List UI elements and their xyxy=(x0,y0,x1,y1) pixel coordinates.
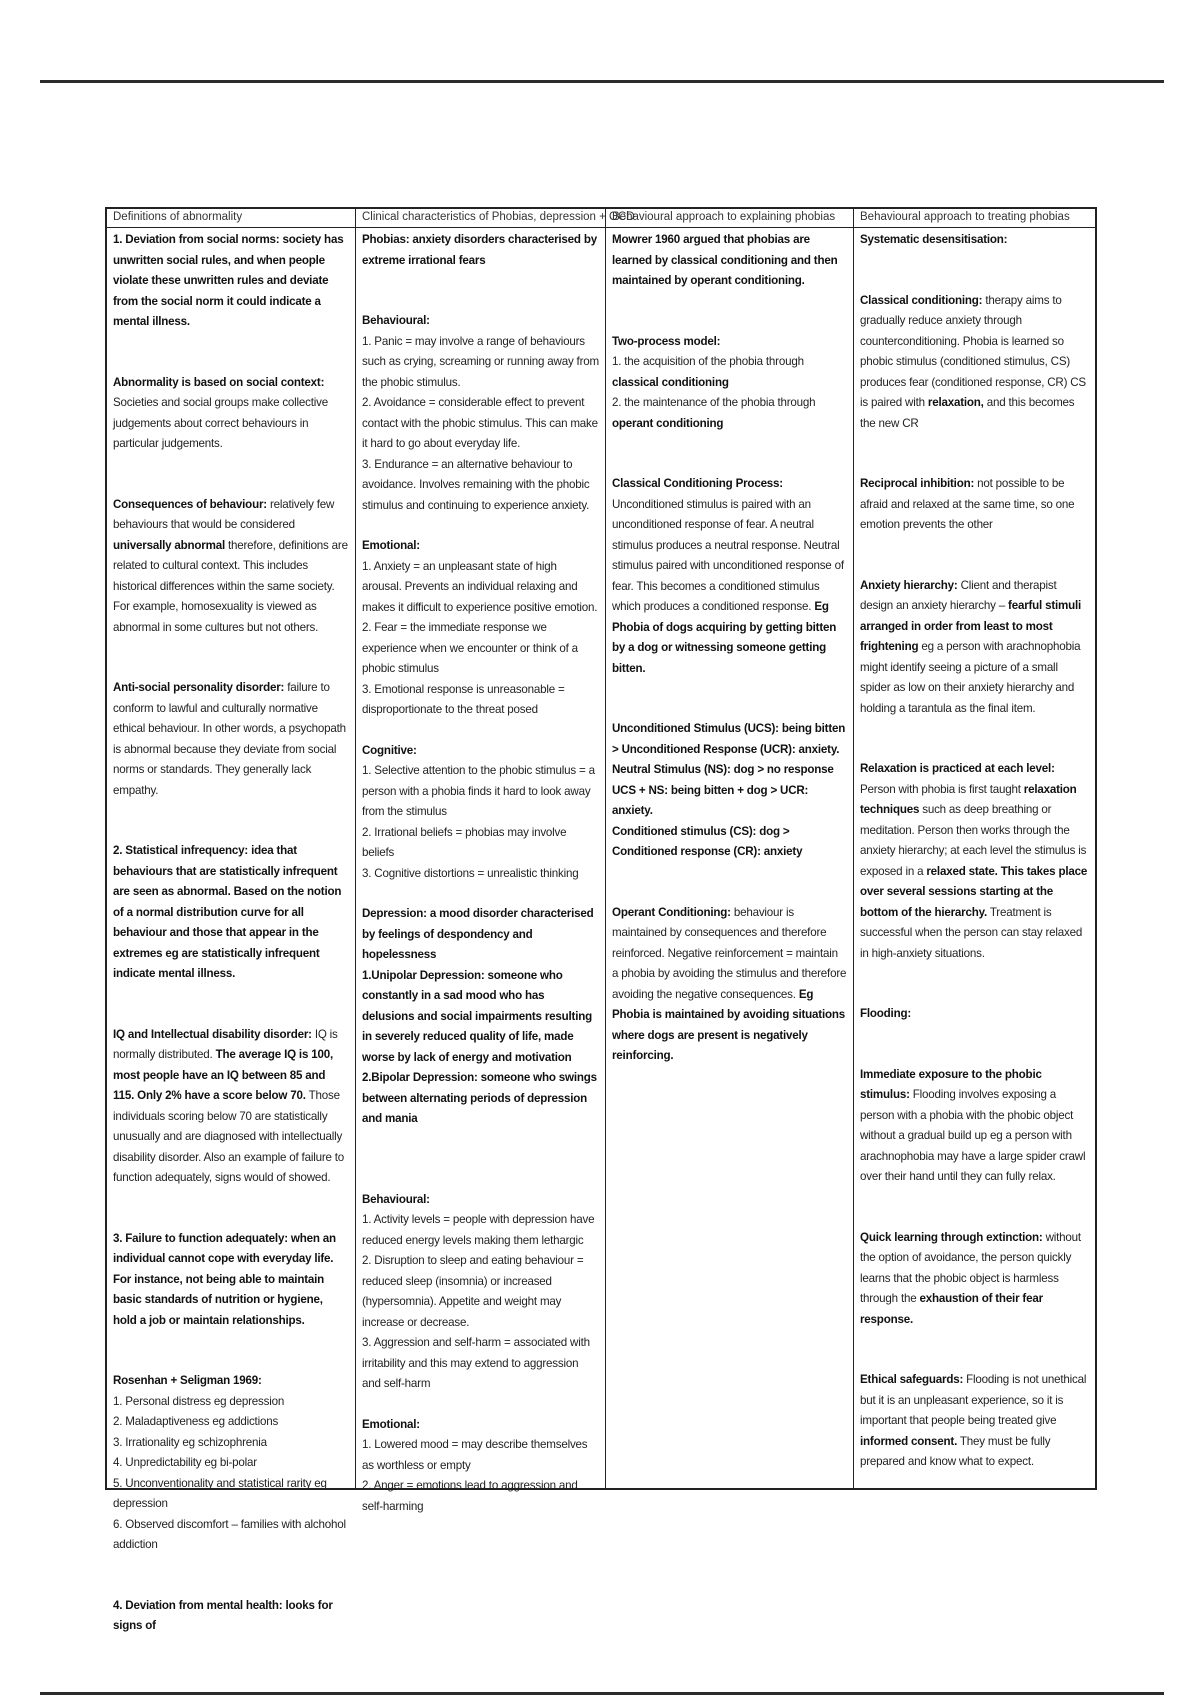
list-item: 3. Aggression and self-harm = associated with irritability and this may extend to aggression and self-harm xyxy=(362,1336,590,1390)
column-explaining-phobias xyxy=(606,209,854,1488)
section-heading: Cognitive: xyxy=(362,743,417,757)
conditioning-line: UCS + NS: being bitten + dog > UCR: anxiety. xyxy=(612,783,809,817)
paragraph: Relaxation is practiced at each level: Person with phobia is first taught relaxation techniques such as deep breathing or meditation. Person then works through the anxiety hierarchy; at each level the stimulus is exposed in a relaxed state. This takes place over several sessions starting at the bottom of the hierarchy. Treatment is successful when the person can stay relaxed in high-anxiety situations. xyxy=(860,762,1088,960)
list-item: 1. Panic = may involve a range of behaviours such as crying, screaming or running away from the phobic stimulus. xyxy=(362,334,599,389)
list-item: 6. Observed discomfort – families with alchohol addiction xyxy=(113,1517,346,1551)
conditioning-line: Conditioned stimulus (CS): dog > Conditioned response (CR): anxiety xyxy=(612,824,803,858)
section-heading: Flooding: xyxy=(860,1007,911,1020)
list-item: 3. Irrationality eg schizophrenia xyxy=(113,1435,267,1449)
list-item: 3. Emotional response is unreasonable = disproportionate to the threat posed xyxy=(362,682,565,716)
paragraph: Classical conditioning: therapy aims to gradually reduce anxiety through counterconditioning. Phobia is learned so phobic stimulus (conditioned stimulus, CS) produces fear (conditioned response, CR) CS is paired with relaxation, and this becomes the new CR xyxy=(860,293,1086,430)
paragraph-heading: 1. Deviation from social norms: society has unwritten social rules, and when people violate these unwritten rules and deviate from the social norm it could indicate a mental illness. xyxy=(113,233,344,328)
paragraph-heading: Phobias: anxiety disorders characterised by extreme irrational fears xyxy=(362,233,597,267)
paragraph-heading: 2. Statistical infrequency: idea that behaviours that are statistically infrequent are seen as abnormal. Based on the notion of a normal distribution curve for all behaviour and those that appear in the extremes eg are statistically infrequent indicate mental illness. xyxy=(113,844,342,980)
column-clinical-characteristics xyxy=(356,209,635,1513)
paragraph-heading: 4. Deviation from mental health: looks for signs of xyxy=(113,1598,333,1632)
list-item: 1. Personal distress eg depression xyxy=(113,1394,285,1408)
list-item: 2. Maladaptiveness eg addictions xyxy=(113,1415,279,1428)
list-item: 2. Fear = the immediate response we experience when we encounter or think of a phobic stimulus xyxy=(362,621,578,675)
paragraph: Reciprocal inhibition: not possible to be afraid and relaxed at the same time, so one emotion prevents the other xyxy=(860,477,1075,531)
paragraph: Consequences of behaviour: relatively few behaviours that would be considered universally abnormal therefore, definitions are related to cultural context. This includes historical differences within the same society. For example, homosexuality is viewed as abnormal in some cultures but not others. xyxy=(113,497,348,634)
paragraph-heading: 3. Failure to function adequately: when an individual cannot cope with everyday life. For instance, not being able to maintain basic standards of nutrition or hygiene, hold a job or maintain relationships. xyxy=(113,1231,336,1327)
paragraph-heading: 1.Unipolar Depression: someone who constantly in a sad mood who has delusions and social impairments resulting in severely reduced quality of life, made worse by lack of energy and motivation xyxy=(362,968,592,1064)
column-header: Behavioural approach to treating phobias xyxy=(854,209,1095,228)
list-item: 1. Lowered mood = may describe themselves as worthless or empty xyxy=(362,1438,588,1472)
section-heading: Emotional: xyxy=(362,1417,420,1431)
list-item: 1. the acquisition of the phobia through classical conditioning xyxy=(612,355,804,389)
list-item: 1. Selective attention to the phobic stimulus = a person with a phobia finds it hard to look away from the stimulus xyxy=(362,764,595,818)
paragraph: IQ and Intellectual disability disorder: IQ is normally distributed. The average IQ is 100, most people have an IQ between 85 and 115. Only 2% have a score below 70. Those individuals scoring below 70 are statistically unusually and are diagnosed with intellectually disability disorder. Also an example of failure to function adequately, signs would of showed. xyxy=(113,1027,345,1184)
conditioning-line: Unconditioned Stimulus (UCS): being bitten > Unconditioned Response (UCR): anxiety. xyxy=(612,722,846,756)
notes-table xyxy=(105,207,1097,1632)
paragraph: Operant Conditioning: behaviour is maintained by consequences and therefore reinforced. Negative reinforcement = maintain a phobia by avoiding the stimulus and therefore avoiding the negative consequences. Eg Phobia is maintained by avoiding situations where dogs are present is negatively reinforcing. xyxy=(612,905,847,1062)
section-heading: Behavioural: xyxy=(362,314,430,327)
paragraph: Abnormality is based on social context: Societies and social groups make collective judgements about correct behaviours in particular judgements. xyxy=(113,375,329,450)
paragraph-heading: Mowrer 1960 argued that phobias are learned by classical conditioning and then maintained by operant conditioning. xyxy=(612,233,838,287)
bottom-rule xyxy=(40,1692,1164,1695)
list-item: 3. Cognitive distortions = unrealistic thinking xyxy=(362,866,579,880)
column-header: Behavioural approach to explaining phobias xyxy=(606,209,853,228)
list-item: 2. Disruption to sleep and eating behaviour = reduced sleep (insomnia) or increased (hypersomnia). Appetite and weight may increase or decrease. xyxy=(362,1254,584,1329)
section-heading: Systematic desensitisation: xyxy=(860,233,1008,246)
list-item: 4. Unpredictability eg bi-polar xyxy=(113,1456,257,1469)
section-heading: Two-process model: xyxy=(612,334,721,348)
list-item: 2. Irrational beliefs = phobias may involve beliefs xyxy=(362,825,567,859)
paragraph: Quick learning through extinction: without the option of avoidance, the person quickly learns that the phobic object is harmless through the exhaustion of their fear response. xyxy=(860,1230,1081,1326)
column-header: Definitions of abnormality xyxy=(107,209,355,228)
conditioning-line: Neutral Stimulus (NS): dog > no response xyxy=(612,763,834,776)
section-heading: Emotional: xyxy=(362,539,420,552)
paragraph: Classical Conditioning Process: Unconditioned stimulus is paired with an unconditioned response of fear. A neutral stimulus produces a neutral response. Neutral stimulus paired with unconditioned response of fear. This becomes a conditioned stimulus which produces a conditioned response. Eg Phobia of dogs acquiring by getting bitten by a dog or witnessing someone getting bitten. xyxy=(612,477,844,675)
paragraph: Anxiety hierarchy: Client and therapist design an anxiety hierarchy – fearful stimuli arranged in order from least to most frightening eg a person with arachnophobia might identify seeing a picture of a small spider as low on their anxiety hierarchy and holding a tarantula as the final item. xyxy=(860,578,1082,715)
paragraph-heading: 2.Bipolar Depression: someone who swings between alternating periods of depression and mania xyxy=(362,1071,597,1125)
list-heading: Rosenhan + Seligman 1969: xyxy=(113,1374,262,1387)
section-heading: Behavioural: xyxy=(362,1192,430,1206)
list-item: 1. Anxiety = an unpleasant state of high arousal. Prevents an individual relaxing and makes it difficult to experience positive emotion. xyxy=(362,559,598,614)
paragraph: Immediate exposure to the phobic stimulus: Flooding involves exposing a person with a phobia with the phobic object without a gradual build up eg a person with arachnophobia may have a large spider crawl over their hand until they can fully relax. xyxy=(860,1067,1086,1183)
list-item: 5. Unconventionality and statistical rarity eg depression xyxy=(113,1476,327,1510)
column-header: Clinical characteristics of Phobias, depression + OCD xyxy=(356,209,605,228)
column-definitions xyxy=(107,209,356,1632)
list-item: 1. Activity levels = people with depression have reduced energy levels making them lethargic xyxy=(362,1213,595,1247)
top-rule xyxy=(40,80,1164,83)
list-item: 3. Endurance = an alternative behaviour to avoidance. Involves remaining with the phobic stimulus and continuing to experience anxiety. xyxy=(362,457,590,512)
paragraph: Ethical safeguards: Flooding is not unethical but it is an unpleasant experience, so it is important that people being treated give informed consent. They must be fully prepared and know what to expect. xyxy=(860,1373,1087,1468)
list-item: 2. the maintenance of the phobia through operant conditioning xyxy=(612,396,816,430)
paragraph-heading: Depression: a mood disorder characterised by feelings of despondency and hopelessness xyxy=(362,907,594,961)
column-treating-phobias xyxy=(854,209,1095,1488)
list-item: 2. Avoidance = considerable effect to prevent contact with the phobic stimulus. This can make it hard to go about everyday life. xyxy=(362,396,598,450)
list-item: 2. Anger = emotions lead to aggression and self-harming xyxy=(362,1479,578,1513)
paragraph: Anti-social personality disorder: failure to conform to lawful and culturally normative ethical behaviour. In other words, a psychopath is abnormal because they deviate from social norms or standards. They generally lack empathy. xyxy=(113,681,346,797)
